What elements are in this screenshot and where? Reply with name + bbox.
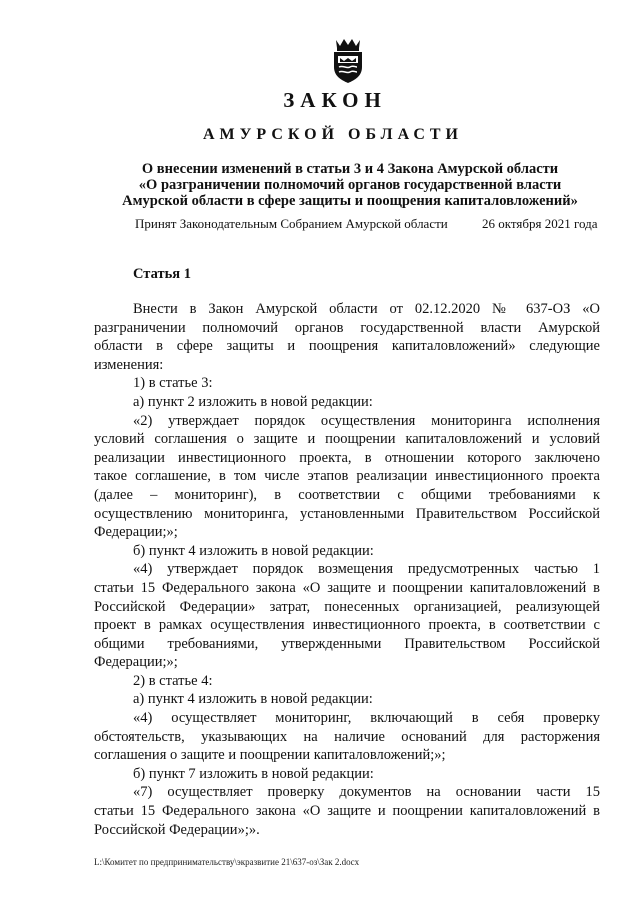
text-line: изменения:: [94, 356, 164, 373]
text-line: разграничении полномочий органов государственной власти Амурской: [94, 319, 600, 336]
text-line: (далее – мониторинг), в соответствии с общими требованиями к: [94, 486, 600, 503]
adoption-date: 26 октября 2021 года: [482, 216, 598, 231]
text-line: статьи 15 Федерального закона «О защите и поощрении капиталовложений в: [94, 803, 600, 820]
region-title: АМУРСКОЙ ОБЛАСТИ: [203, 126, 463, 143]
text-line: обстоятельств, указывающих на наличие оснований для расторжения: [94, 728, 600, 745]
article-body: [94, 300, 600, 839]
subject-line: «О разграничении полномочий органов государственной власти: [138, 177, 562, 193]
text-line: общими требованиями, утвержденными Правительством Российской: [94, 635, 600, 652]
subject-line: О внесении изменений в статьи 3 и 4 Закона Амурской области: [141, 161, 559, 177]
text-line: условий соглашения о защите и поощрении капиталовложений и условий: [94, 431, 600, 448]
text-line: соглашения о защите и поощрении капиталовложений;»;: [94, 747, 446, 764]
article-title: Статья 1: [133, 266, 191, 282]
text-line: «7) осуществляет проверку документов на основании части 15: [133, 784, 600, 801]
text-line: а) пункт 4 изложить в новой редакции:: [133, 691, 373, 708]
adopted-by-text: Принят Законодательным Собранием Амурской области: [135, 216, 448, 231]
law-title: ЗАКОН: [283, 88, 387, 112]
subject-line: Амурской области в сфере защиты и поощрения капиталовложений»: [122, 193, 578, 209]
file-path-footer: L:\Комитет по предпринимательству\экразвитие 21\637-оз\Зак 2.docx: [94, 857, 360, 867]
text-line: Российской Федерации»;».: [94, 821, 260, 838]
text-line: реализации инвестиционного проекта, в отношении которого заключено: [94, 449, 600, 466]
text-line: статьи 15 Федерального закона «О защите и поощрении капиталовложений в: [94, 579, 600, 596]
coat-of-arms-icon: [328, 36, 368, 84]
text-line: Федерации;»;: [94, 654, 178, 671]
text-line: 1) в статье 3:: [133, 375, 213, 392]
text-line: Внести в Закон Амурской области от 02.12.2020 № 637-ОЗ «О: [133, 301, 600, 317]
text-line: б) пункт 7 изложить в новой редакции:: [133, 765, 374, 782]
text-line: «4) утверждает порядок возмещения предусмотренных частью 1: [133, 561, 600, 578]
text-line: области в сфере защиты и поощрения капиталовложений» следующие: [94, 338, 600, 355]
text-line: б) пункт 4 изложить в новой редакции:: [133, 542, 374, 559]
text-line: Федерации;»;: [94, 524, 178, 541]
law-subject: [100, 161, 600, 209]
text-line: а) пункт 2 изложить в новой редакции:: [133, 393, 373, 410]
text-line: «4) осуществляет мониторинг, включающий в себя проверку: [133, 710, 600, 727]
text-line: 2) в статье 4:: [133, 672, 213, 689]
text-line: такое соглашение, в том числе этапов реализации инвестиционного проекта: [94, 468, 600, 485]
text-line: Российской Федерации» затрат, понесенных организацией, реализующей: [94, 598, 600, 615]
text-line: осуществлению мониторинга, установленными Правительством Российской: [94, 505, 600, 522]
text-line: проект в рамках осуществления инвестиционного проекта, в соответствии с: [94, 617, 600, 634]
text-line: «2) утверждает порядок осуществления мониторинга исполнения: [133, 412, 600, 429]
